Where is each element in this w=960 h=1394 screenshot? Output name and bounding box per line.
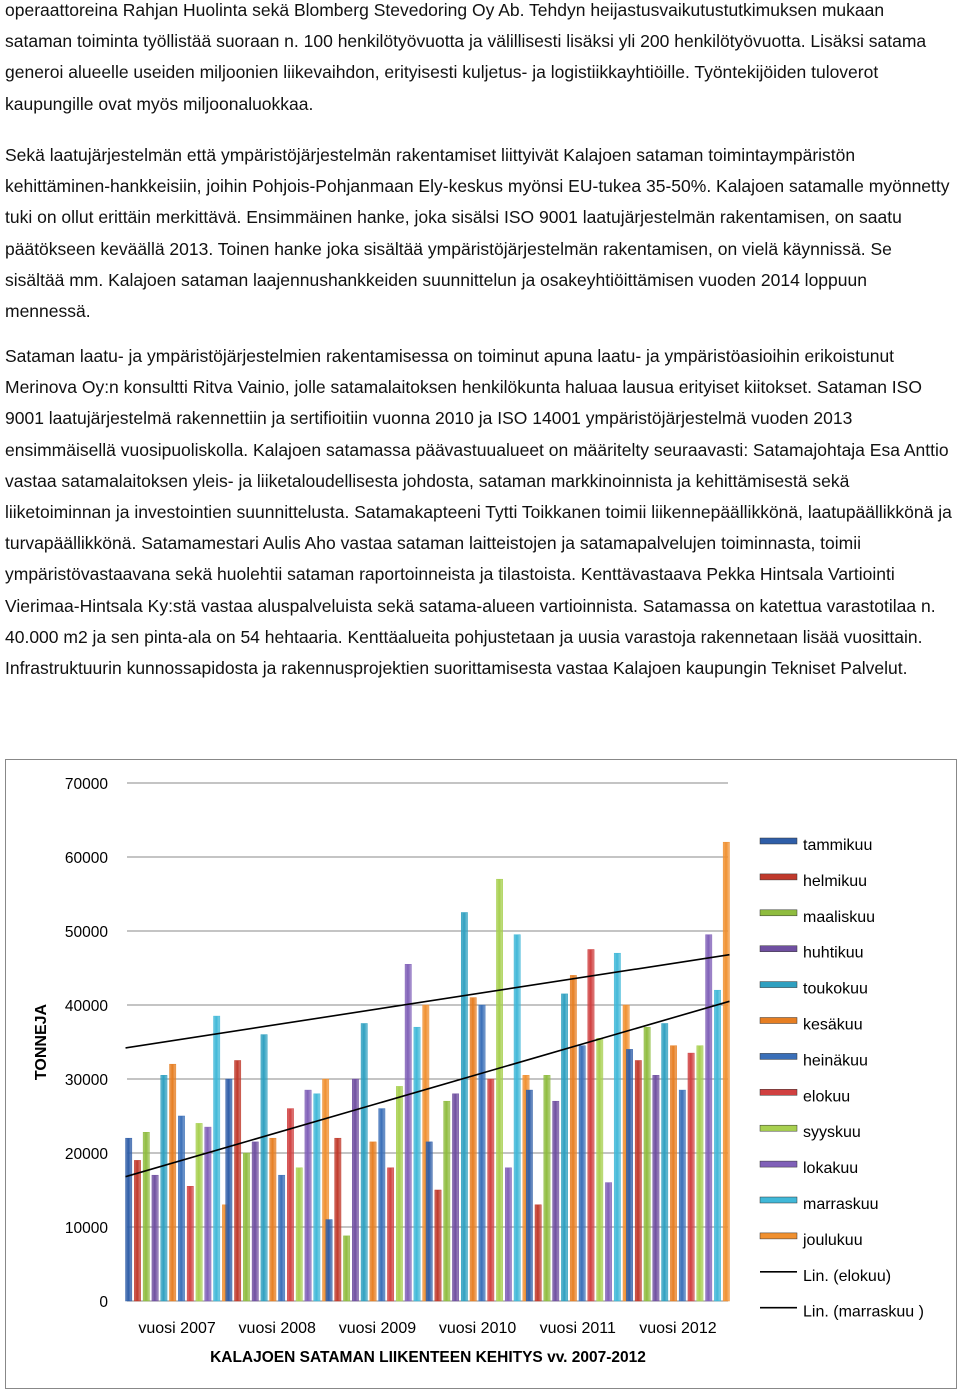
paragraph-text: Sekä laatujärjestelmän että ympäristöjärjestelmän rakentamiset liittyivät Kalajoen sataman toimintaympäristön kehittäminen-hankkeisiin, joihin Pohjois-Pohjanmaan Ely-keskus myönsi EU-tukea 35-50%. Kalajoen satamalle myönnetty tuki on ollut erittäin merkittävä. Ensimmäinen hanke, joka sisälsi ISO 9001 laatujärjestelmän rakentamisen, on saatu päätökseen keväällä 2013. Toinen hanke joka sisältää ympäristöjärjestelmän rakentamisen, on vielä käynnissä. Se sisältää mm. Kalajoen sataman laajennushankkeiden suunnittelun ja osakeyhtiöittämisen vuoden 2014 loppuun mennessä.: [5, 145, 950, 322]
y-axis-label: TONNEJA: [33, 1003, 50, 1081]
legend-label: elokuu: [803, 1088, 851, 1106]
legend-label: toukokuu: [803, 980, 868, 998]
y-tick-label: 60000: [64, 850, 108, 867]
chart-frame: [5, 759, 957, 1389]
y-tick-label: 30000: [64, 1072, 108, 1089]
legend-label: marraskuu: [803, 1196, 879, 1213]
paragraph-3: [5, 341, 955, 684]
y-tick-label: 10000: [64, 1220, 108, 1237]
legend-label: syyskuu: [803, 1124, 861, 1142]
paragraph-text: operaattoreina Rahjan Huolinta sekä Blomberg Stevedoring Oy Ab. Tehdyn heijastusvaikutustutkimuksen mukaan sataman toiminta työllistää suoraan n. 100 henkilötyövuotta ja välillisesti lisäksi yli 200 henkilötyövuotta. Lisäksi satama generoi alueelle useiden miljoonien liikevaihdon, erityisesti kuljetus- ja logistiikkayhtiöille. Työntekijöiden tuloverot kaupungille ovat myös miljoonaluokkaa.: [5, 0, 927, 114]
legend-label: maaliskuu: [803, 908, 876, 926]
x-tick-label: vuosi 2010: [438, 1320, 517, 1337]
y-tick-label: 50000: [64, 924, 108, 941]
paragraph-1: [5, 0, 955, 120]
legend-label: lokakuu: [803, 1160, 859, 1178]
y-tick-label: 0: [99, 1294, 108, 1311]
legend-label: huhtikuu: [803, 944, 864, 962]
legend-label: Lin. (marraskuu ): [803, 1303, 924, 1321]
legend-label: kesäkuu: [803, 1016, 863, 1034]
legend-label: joulukuu: [803, 1231, 863, 1249]
x-tick-label: vuosi 2008: [238, 1320, 316, 1337]
paragraph-text: Sataman laatu- ja ympäristöjärjestelmien rakentamisessa on toiminut apuna laatu- ja ympäristöasioihin erikoistunut Merinova Oy:n konsultti Ritva Vainio, jolle satamalaitoksen henkilökunta haluaa lausua erityiset kiitokset. Sataman ISO 9001 laatujärjestelmä rakennettiin ja sertifioitiin vuonna 2010 ja ISO 14001 ympäristöjärjestelmä vuoden 2013 ensimmäisellä vuosipuoliskolla. Kalajoen satamassa päävastuualueet on määritelty seuraavasti: Satamajohtaja Esa Anttio vastaa satamalaitoksen yleis- ja liiketaloudellisesta johdosta, sataman markkinoinnista ja kehittämisestä sekä liiketoiminnan ja investointien suunnittelusta. Satamakapteeni Tytti Toikkanen toimii liikennepäällikkönä, laatupäällikkönä ja turvapäällikkönä. Satamamestari Aulis Aho vastaa sataman laitteistojen ja satamapalvelujen toiminnasta, toimii ympäristövastaavana sekä huolehtii sataman raportoinneista ja tilastoista. Kenttävastaava Pekka Hintsala Vartiointi Vierimaa-Hintsala Ky:stä vastaa aluspalveluista sekä satama-alueen vartioinnista. Satamassa on katettua varastotilaa n. 40.000 m2 ja sen pinta-ala on 54 hehtaaria. Kenttäalueita pohjustetaan ja uusia varastoja rakennetaan lisää vuosittain. Infrastruktuurin kunnossapidosta ja rakennusprojektien suorittamisesta vastaa Kalajoen kaupungin Tekniset Palvelut.: [5, 346, 952, 679]
chart-title: KALAJOEN SATAMAN LIIKENTEEN KEHITYS vv. 2007-2012: [210, 1349, 646, 1366]
x-tick-label: vuosi 2011: [539, 1320, 616, 1337]
legend-label: helmikuu: [803, 872, 868, 890]
x-tick-label: vuosi 2009: [338, 1320, 417, 1337]
legend-label: tammikuu: [803, 837, 873, 854]
y-tick-label: 70000: [64, 776, 108, 793]
y-tick-label: 40000: [64, 998, 108, 1015]
legend-label: heinäkuu: [803, 1052, 868, 1070]
x-tick-label: vuosi 2012: [639, 1320, 717, 1337]
paragraph-2: [5, 140, 955, 327]
legend-label: Lin. (elokuu): [803, 1267, 892, 1285]
y-tick-label: 20000: [64, 1146, 108, 1163]
x-tick-label: vuosi 2007: [138, 1320, 216, 1337]
